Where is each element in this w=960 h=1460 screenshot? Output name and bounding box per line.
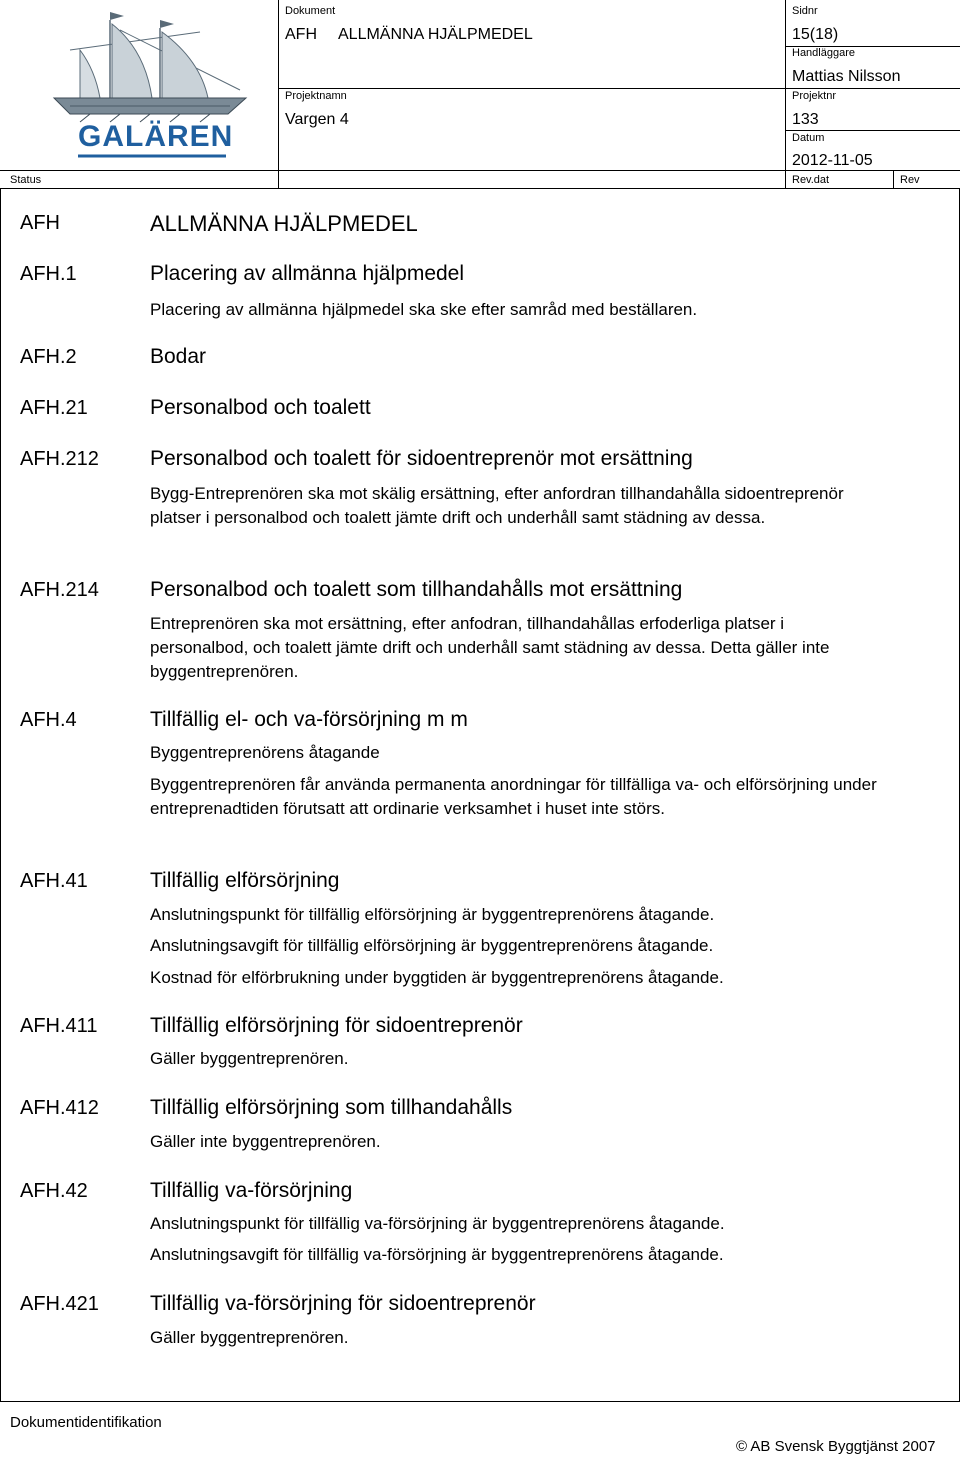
section-line: Anslutningsavgift för tillfällig va-försörjning är byggentreprenörens åtagande. (150, 1245, 724, 1264)
section-text: Gäller byggentreprenören. (150, 1049, 349, 1068)
section-line: Kostnad för elförbrukning under byggtiden är byggentreprenörens åtagande. (150, 968, 724, 987)
section-heading: Bodar (150, 345, 207, 368)
revdat-label: Rev.dat (792, 174, 830, 186)
doc-id-label: Dokumentidentifikation (10, 1414, 162, 1431)
copyright (736, 1438, 936, 1455)
section-code: AFH.421 (20, 1293, 99, 1315)
section-line: Anslutningspunkt för tillfällig elförsörjning är byggentreprenörens åtagande. (150, 905, 715, 924)
section-heading: Tillfällig elförsörjning som tillhandahålls (150, 1096, 513, 1119)
section-heading: Personalbod och toalett för sidoentreprenör mot ersättning (150, 447, 693, 470)
section-code: AFH.1 (20, 263, 77, 285)
dokument-label: Dokument (285, 5, 336, 17)
section-text: Bygg-Entreprenören ska mot skälig ersättning, efter anfordran tillhandahålla sidoentreprenör platser i personalbod och toalett jämte drift och underhåll samt städning av dessa. (150, 484, 844, 527)
section-code: AFH.2 (20, 346, 77, 368)
section-subheading: Byggentreprenörens åtagande (150, 743, 380, 762)
sidnr-label: Sidnr (792, 5, 818, 17)
datum-label: Datum (792, 132, 825, 144)
dokument-title: ALLMÄNNA HJÄLPMEDEL (338, 26, 533, 43)
section-code: AFH.411 (20, 1015, 98, 1037)
page-number: 15(18) (792, 26, 839, 43)
handlaggare-label: Handläggare (792, 47, 855, 59)
section-heading: Personalbod och toalett som tillhandahålls mot ersättning (150, 578, 683, 601)
section-heading: ALLMÄNNA HJÄLPMEDEL (150, 211, 418, 236)
projektnr-value: 133 (792, 111, 819, 128)
datum-value: 2012-11-05 (792, 152, 873, 169)
section-heading: Tillfällig elförsörjning (150, 869, 340, 892)
section-heading: Tillfällig va-försörjning (150, 1179, 353, 1202)
section-code: AFH.42 (20, 1180, 88, 1202)
section-heading: Placering av allmänna hjälpmedel (150, 262, 465, 285)
section-code: AFH.21 (20, 397, 88, 419)
section-code: AFH (20, 212, 60, 234)
section-code: AFH.4 (20, 709, 77, 731)
section-line: Anslutningsavgift för tillfällig elförsörjning är byggentreprenörens åtagande. (150, 936, 714, 955)
projektnr-label: Projektnr (792, 90, 837, 102)
galaren-logo (40, 10, 260, 160)
copyright-icon: © (736, 1438, 748, 1455)
section-code: AFH.214 (20, 579, 99, 601)
section-heading: Tillfällig elförsörjning för sidoentreprenör (150, 1014, 523, 1037)
section-code: AFH.212 (20, 448, 99, 470)
section-text: Gäller inte byggentreprenören. (150, 1132, 381, 1151)
handlaggare-value: Mattias Nilsson (792, 68, 901, 85)
section-text: Byggentreprenören får använda permanenta anordningar för tillfälliga va- och elförsörjning under entreprenadtiden förutsatt att ordinarie verksamhet i huset inte störs. (150, 775, 877, 818)
logo-text: GALÄREN (78, 120, 234, 153)
section-code: AFH.41 (20, 870, 88, 892)
projektnamn-label: Projektnamn (285, 90, 347, 102)
projektnamn-value: Vargen 4 (285, 111, 349, 128)
section-heading: Tillfällig va-försörjning för sidoentreprenör (150, 1292, 536, 1315)
section-heading: Personalbod och toalett (150, 396, 371, 419)
section-text: Placering av allmänna hjälpmedel ska ske efter samråd med beställaren. (150, 300, 698, 319)
section-text: Entreprenören ska mot ersättning, efter anfodran, tillhandahållas erfoderliga platser i personalbod, och toalett jämte drift och underhåll samt städning av dessa. Detta gäller inte byggentreprenören. (150, 614, 830, 681)
section-line: Anslutningspunkt för tillfällig va-försörjning är byggentreprenörens åtagande. (150, 1214, 725, 1233)
dokument-code: AFH (285, 26, 317, 43)
section-text: Gäller byggentreprenören. (150, 1328, 349, 1347)
rev-label: Rev (900, 174, 920, 186)
section-code: AFH.412 (20, 1097, 99, 1119)
section-heading: Tillfällig el- och va-försörjning m m (150, 708, 468, 731)
status-label: Status (10, 174, 42, 186)
copyright-text: AB Svensk Byggtjänst 2007 (750, 1438, 936, 1455)
